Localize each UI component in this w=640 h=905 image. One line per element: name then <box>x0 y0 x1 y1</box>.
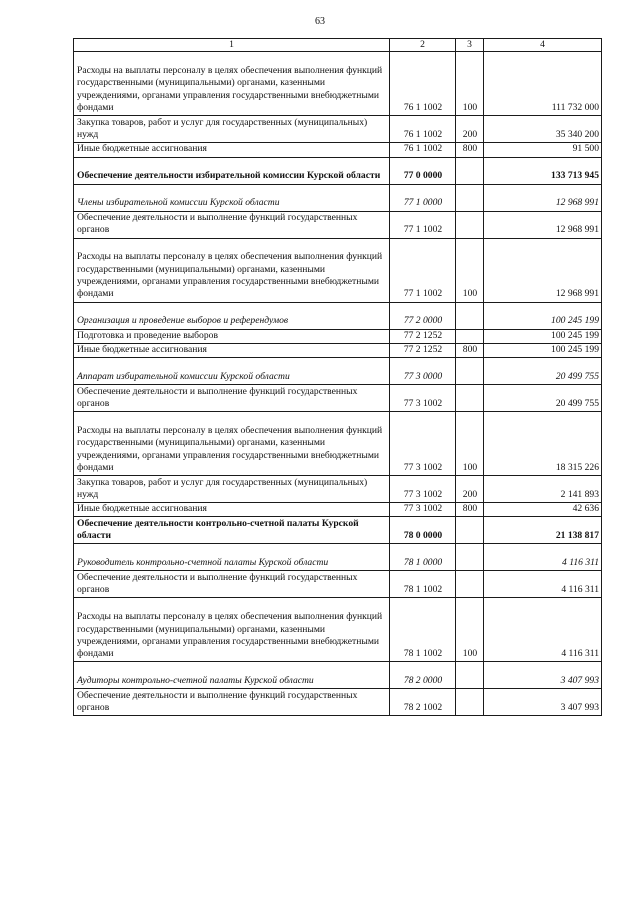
row-name-cell: Обеспечение деятельности и выполнение функций государственных органов <box>74 385 390 412</box>
table-row <box>74 52 602 116</box>
row-sum-cell: 100 245 199 <box>484 302 602 329</box>
row-code-cell: 77 1 1002 <box>390 211 456 238</box>
table-row <box>74 598 602 662</box>
row-name-cell: Подготовка и проведение выборов <box>74 329 390 343</box>
row-sum-cell: 20 499 755 <box>484 358 602 385</box>
row-expense-type-cell: 100 <box>456 598 484 662</box>
row-name-cell: Аппарат избирательной комиссии Курской области <box>74 358 390 385</box>
row-code-cell: 78 0 0000 <box>390 517 456 544</box>
header-cell-sum: 4 <box>484 39 602 52</box>
row-name-cell: Расходы на выплаты персоналу в целях обеспечения выполнения функций государственными (муниципальными) органами, казенными учреждениями, органами управления государственными внебюджетными фондами <box>74 412 390 476</box>
row-name-cell: Обеспечение деятельности избирательной комиссии Курской области <box>74 157 390 184</box>
row-code-cell: 78 1 1002 <box>390 598 456 662</box>
row-code-cell: 77 3 1002 <box>390 503 456 517</box>
row-sum-cell: 18 315 226 <box>484 412 602 476</box>
row-code-cell: 77 1 0000 <box>390 184 456 211</box>
row-expense-type-cell: 100 <box>456 238 484 302</box>
row-code-cell: 78 1 1002 <box>390 571 456 598</box>
row-code-cell: 78 2 1002 <box>390 689 456 716</box>
row-expense-type-cell <box>456 571 484 598</box>
row-code-cell: 77 1 1002 <box>390 238 456 302</box>
row-name-cell: Обеспечение деятельности контрольно-счетной палаты Курской области <box>74 517 390 544</box>
table-row <box>74 571 602 598</box>
row-sum-cell: 100 245 199 <box>484 329 602 343</box>
row-sum-cell: 111 732 000 <box>484 52 602 116</box>
table-header-row <box>74 39 602 52</box>
row-sum-cell: 42 636 <box>484 503 602 517</box>
row-expense-type-cell <box>456 184 484 211</box>
row-expense-type-cell: 100 <box>456 412 484 476</box>
row-expense-type-cell: 200 <box>456 476 484 503</box>
row-expense-type-cell <box>456 517 484 544</box>
row-sum-cell: 4 116 311 <box>484 571 602 598</box>
row-sum-cell: 12 968 991 <box>484 211 602 238</box>
table-row <box>74 358 602 385</box>
row-sum-cell: 12 968 991 <box>484 184 602 211</box>
row-name-cell: Расходы на выплаты персоналу в целях обеспечения выполнения функций государственными (муниципальными) органами, казенными учреждениями, органами управления государственными внебюджетными фондами <box>74 52 390 116</box>
row-expense-type-cell: 800 <box>456 343 484 357</box>
header-cell-code: 2 <box>390 39 456 52</box>
row-expense-type-cell <box>456 544 484 571</box>
row-code-cell: 77 3 0000 <box>390 358 456 385</box>
budget-table <box>73 38 602 716</box>
row-expense-type-cell: 200 <box>456 116 484 143</box>
row-code-cell: 76 1 1002 <box>390 52 456 116</box>
table-row <box>74 412 602 476</box>
row-sum-cell: 3 407 993 <box>484 662 602 689</box>
row-expense-type-cell <box>456 157 484 184</box>
row-expense-type-cell <box>456 302 484 329</box>
row-sum-cell: 100 245 199 <box>484 343 602 357</box>
row-code-cell: 77 0 0000 <box>390 157 456 184</box>
header-cell-name: 1 <box>74 39 390 52</box>
row-name-cell: Иные бюджетные ассигнования <box>74 343 390 357</box>
table-row <box>74 238 602 302</box>
row-name-cell: Расходы на выплаты персоналу в целях обеспечения выполнения функций государственными (муниципальными) органами, казенными учреждениями, органами управления государственными внебюджетными фондами <box>74 598 390 662</box>
row-sum-cell: 4 116 311 <box>484 544 602 571</box>
row-name-cell: Закупка товаров, работ и услуг для государственных (муниципальных) нужд <box>74 116 390 143</box>
row-name-cell: Иные бюджетные ассигнования <box>74 143 390 157</box>
table-row <box>74 343 602 357</box>
row-code-cell: 77 3 1002 <box>390 476 456 503</box>
row-expense-type-cell <box>456 211 484 238</box>
row-expense-type-cell: 800 <box>456 143 484 157</box>
row-code-cell: 77 3 1002 <box>390 412 456 476</box>
table-row <box>74 116 602 143</box>
row-name-cell: Организация и проведение выборов и референдумов <box>74 302 390 329</box>
row-name-cell: Закупка товаров, работ и услуг для государственных (муниципальных) нужд <box>74 476 390 503</box>
row-sum-cell: 3 407 993 <box>484 689 602 716</box>
row-code-cell: 78 1 0000 <box>390 544 456 571</box>
row-expense-type-cell <box>456 385 484 412</box>
row-sum-cell: 12 968 991 <box>484 238 602 302</box>
row-code-cell: 77 2 1252 <box>390 343 456 357</box>
row-code-cell: 76 1 1002 <box>390 143 456 157</box>
table-row <box>74 329 602 343</box>
table-row <box>74 544 602 571</box>
row-sum-cell: 21 138 817 <box>484 517 602 544</box>
table-body <box>74 39 602 716</box>
row-code-cell: 78 2 0000 <box>390 662 456 689</box>
table-row <box>74 302 602 329</box>
row-expense-type-cell <box>456 662 484 689</box>
table-row <box>74 476 602 503</box>
table-row <box>74 689 602 716</box>
row-code-cell: 77 2 0000 <box>390 302 456 329</box>
table-row <box>74 211 602 238</box>
row-expense-type-cell <box>456 689 484 716</box>
row-name-cell: Иные бюджетные ассигнования <box>74 503 390 517</box>
row-sum-cell: 91 500 <box>484 143 602 157</box>
row-name-cell: Расходы на выплаты персоналу в целях обеспечения выполнения функций государственными (муниципальными) органами, казенными учреждениями, органами управления государственными внебюджетными фондами <box>74 238 390 302</box>
row-expense-type-cell: 800 <box>456 503 484 517</box>
row-sum-cell: 4 116 311 <box>484 598 602 662</box>
row-expense-type-cell <box>456 329 484 343</box>
row-expense-type-cell <box>456 358 484 385</box>
row-code-cell: 77 3 1002 <box>390 385 456 412</box>
table-row <box>74 385 602 412</box>
row-sum-cell: 133 713 945 <box>484 157 602 184</box>
row-name-cell: Обеспечение деятельности и выполнение функций государственных органов <box>74 689 390 716</box>
row-name-cell: Члены избирательной комиссии Курской области <box>74 184 390 211</box>
header-cell-type: 3 <box>456 39 484 52</box>
table-row <box>74 503 602 517</box>
row-sum-cell: 20 499 755 <box>484 385 602 412</box>
page-number: 63 <box>315 16 325 27</box>
row-sum-cell: 2 141 893 <box>484 476 602 503</box>
table-row <box>74 184 602 211</box>
row-sum-cell: 35 340 200 <box>484 116 602 143</box>
row-name-cell: Обеспечение деятельности и выполнение функций государственных органов <box>74 211 390 238</box>
row-name-cell: Руководитель контрольно-счетной палаты Курской области <box>74 544 390 571</box>
row-code-cell: 77 2 1252 <box>390 329 456 343</box>
row-code-cell: 76 1 1002 <box>390 116 456 143</box>
table-row <box>74 662 602 689</box>
row-expense-type-cell: 100 <box>456 52 484 116</box>
table-row <box>74 157 602 184</box>
row-name-cell: Обеспечение деятельности и выполнение функций государственных органов <box>74 571 390 598</box>
table-row <box>74 517 602 544</box>
table-row <box>74 143 602 157</box>
row-name-cell: Аудиторы контрольно-счетной палаты Курской области <box>74 662 390 689</box>
